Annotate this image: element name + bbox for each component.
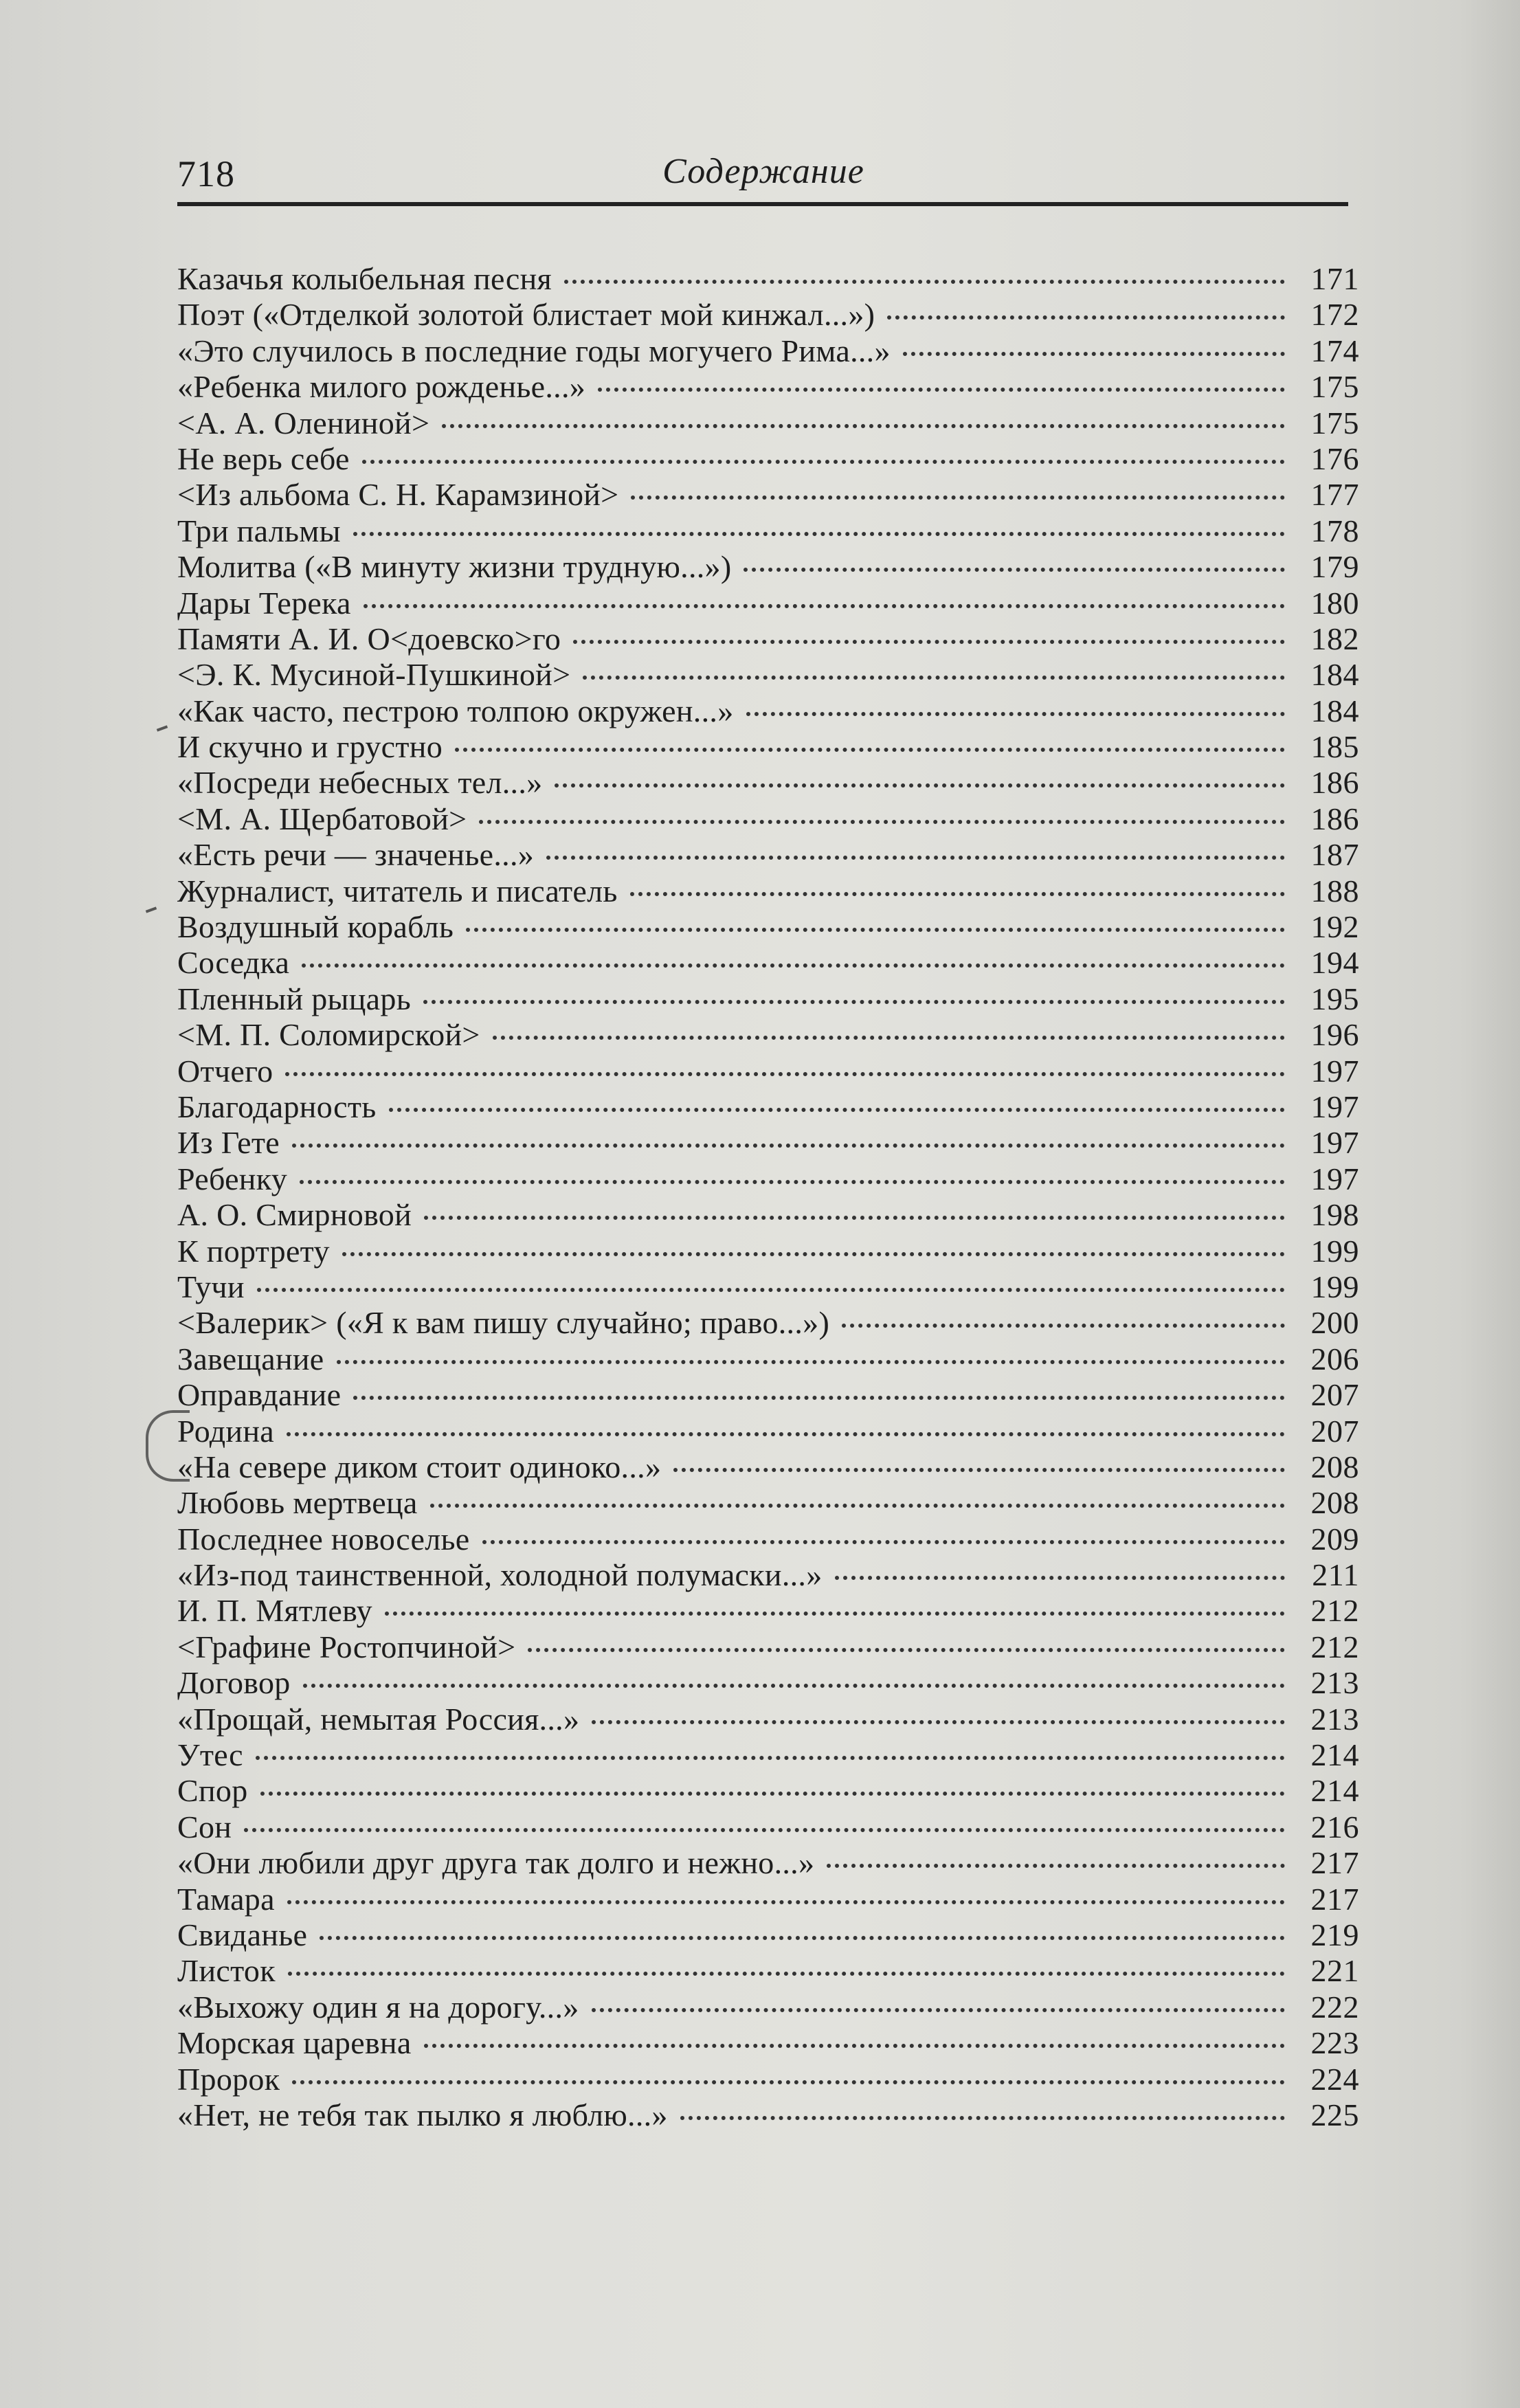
- toc-entry-title: <Графине Ростопчиной>: [177, 1629, 516, 1664]
- toc-entry-title: «Прощай, немытая Россия...»: [177, 1701, 580, 1737]
- toc-entry-title: Тучи: [177, 1269, 245, 1304]
- dot-leader: [362, 460, 1285, 464]
- dot-leader: [842, 1324, 1285, 1328]
- toc-entry: [177, 477, 1359, 513]
- toc-entry-title: Листок: [177, 1953, 276, 1989]
- dot-leader: [479, 820, 1285, 824]
- toc-entry: [177, 837, 1359, 873]
- dot-leader: [528, 1648, 1285, 1652]
- table-of-contents: [177, 261, 1359, 2133]
- toc-entry: [177, 1702, 1359, 1737]
- toc-entry: [177, 441, 1359, 477]
- toc-entry-title: Оправдание: [177, 1377, 342, 1413]
- dot-leader: [555, 783, 1285, 788]
- toc-entry: [177, 513, 1359, 549]
- page-number: 718: [177, 153, 235, 194]
- dot-leader: [287, 1432, 1285, 1436]
- dot-leader: [288, 1972, 1285, 1976]
- toc-entry-title: Молитва («В минуту жизни трудную...»): [177, 549, 732, 585]
- toc-entry-title: «На севере диком стоит одиноко...»: [177, 1449, 662, 1484]
- toc-entry: [177, 1485, 1359, 1521]
- dot-leader: [482, 1540, 1285, 1544]
- toc-entry-page: 186: [1310, 765, 1359, 801]
- toc-entry-page: 199: [1310, 1233, 1359, 1269]
- page-edge-shadow: [1458, 0, 1520, 2408]
- running-title: Содержание: [662, 152, 864, 191]
- toc-entry-page: 174: [1310, 333, 1359, 368]
- dot-leader: [835, 1576, 1285, 1580]
- toc-entry: [177, 549, 1359, 585]
- toc-entry: [177, 1845, 1359, 1881]
- toc-entry: [177, 1521, 1359, 1557]
- toc-entry: [177, 1125, 1359, 1161]
- dot-leader: [353, 532, 1285, 536]
- stray-pencil-mark: [146, 906, 157, 913]
- toc-entry-page: 182: [1310, 621, 1359, 656]
- pencil-bracket-mark: [146, 1410, 190, 1482]
- dot-leader: [887, 315, 1285, 320]
- toc-entry-title: <М. А. Щербатовой>: [177, 801, 467, 836]
- toc-entry-title: Свиданье: [177, 1917, 308, 1952]
- dot-leader: [337, 1360, 1285, 1364]
- dot-leader: [744, 568, 1285, 572]
- toc-entry-page: 224: [1310, 2061, 1359, 2097]
- page-header: [177, 148, 1350, 206]
- header-rule: [177, 202, 1348, 206]
- toc-entry-page: 184: [1310, 657, 1359, 693]
- dot-leader: [746, 712, 1285, 716]
- toc-entry-page: 213: [1310, 1665, 1359, 1701]
- toc-entry-title: Воздушный корабль: [177, 909, 454, 945]
- toc-entry-title: Казачья колыбельная песня: [177, 261, 552, 296]
- toc-entry-page: 196: [1310, 1017, 1359, 1053]
- dot-leader: [423, 1000, 1285, 1004]
- toc-entry-page: 179: [1310, 549, 1359, 585]
- toc-entry: [177, 873, 1359, 909]
- dot-leader: [257, 1288, 1285, 1292]
- toc-entry-title: <А. А. Олениной>: [177, 405, 430, 441]
- toc-entry-title: «Это случилось в последние годы могучего Рима...»: [177, 333, 891, 368]
- toc-entry: [177, 1305, 1359, 1341]
- toc-entry-title: <Валерик> («Я к вам пишу случайно; право...»): [177, 1305, 830, 1341]
- toc-entry-page: 188: [1310, 873, 1359, 908]
- toc-entry: [177, 1449, 1359, 1485]
- toc-entry-page: 200: [1310, 1305, 1359, 1341]
- toc-entry-title: Соседка: [177, 945, 290, 981]
- toc-entry-page: 175: [1310, 369, 1359, 405]
- dot-leader: [631, 495, 1285, 500]
- toc-entry: [177, 909, 1359, 945]
- toc-entry: [177, 1882, 1359, 1917]
- toc-entry-page: 176: [1310, 441, 1359, 476]
- dot-leader: [244, 1828, 1285, 1832]
- toc-entry-page: 187: [1310, 837, 1359, 873]
- toc-entry: [177, 765, 1359, 801]
- dot-leader: [592, 1720, 1285, 1724]
- toc-entry: [177, 1809, 1359, 1845]
- toc-entry: [177, 657, 1359, 693]
- toc-entry-page: 221: [1310, 1953, 1359, 1989]
- toc-entry-page: 192: [1310, 909, 1359, 945]
- dot-leader: [673, 1468, 1285, 1472]
- dot-leader: [260, 1792, 1286, 1796]
- toc-entry: [177, 1269, 1359, 1305]
- toc-entry: [177, 1197, 1359, 1233]
- toc-entry-page: 206: [1310, 1341, 1359, 1376]
- toc-entry-page: 197: [1310, 1125, 1359, 1161]
- toc-entry-title: «Как часто, пестрою толпою окружен...»: [177, 693, 734, 728]
- dot-leader: [564, 280, 1285, 284]
- dot-leader: [455, 748, 1285, 752]
- toc-entry-title: Отчего: [177, 1053, 273, 1089]
- toc-entry-page: 175: [1310, 405, 1359, 441]
- toc-entry: [177, 1629, 1359, 1665]
- toc-entry-page: 186: [1310, 801, 1359, 836]
- dot-leader: [430, 1504, 1285, 1508]
- dot-leader: [546, 856, 1285, 860]
- toc-entry: [177, 621, 1359, 657]
- toc-entry: [177, 297, 1359, 333]
- dot-leader: [320, 1936, 1285, 1940]
- dot-leader: [442, 424, 1285, 428]
- toc-entry-page: 184: [1310, 693, 1359, 728]
- dot-leader: [256, 1756, 1285, 1760]
- toc-entry: [177, 1341, 1359, 1377]
- toc-entry: [177, 1017, 1359, 1053]
- toc-entry: [177, 1917, 1359, 1953]
- toc-entry-title: Памяти А. И. О<доевско>го: [177, 621, 561, 656]
- toc-entry-page: 194: [1310, 945, 1359, 981]
- toc-entry: [177, 1089, 1359, 1125]
- toc-entry: [177, 1737, 1359, 1773]
- toc-entry-title: «Посреди небесных тел...»: [177, 765, 543, 801]
- toc-entry-title: Не верь себе: [177, 441, 350, 476]
- toc-entry: [177, 1773, 1359, 1809]
- toc-entry-title: А. О. Смирновой: [177, 1197, 412, 1233]
- toc-entry-page: 208: [1310, 1449, 1359, 1484]
- toc-entry: [177, 2062, 1359, 2097]
- toc-entry-title: Последнее новоселье: [177, 1521, 470, 1557]
- toc-entry-title: Пленный рыцарь: [177, 981, 411, 1016]
- toc-entry-title: И. П. Мятлеву: [177, 1593, 372, 1629]
- toc-entry: [177, 1557, 1359, 1593]
- toc-entry: [177, 981, 1359, 1017]
- toc-entry-title: Сон: [177, 1809, 232, 1844]
- dot-leader: [300, 1180, 1285, 1184]
- toc-entry-page: 199: [1310, 1269, 1359, 1304]
- toc-entry-page: 214: [1310, 1737, 1359, 1773]
- dot-leader: [385, 1612, 1285, 1616]
- stray-pencil-mark: [157, 725, 168, 731]
- toc-entry-page: 213: [1310, 1701, 1359, 1737]
- toc-entry-page: 198: [1310, 1197, 1359, 1233]
- toc-entry-page: 209: [1310, 1521, 1359, 1557]
- dot-leader: [827, 1864, 1285, 1868]
- toc-entry: [177, 729, 1359, 765]
- dot-leader: [424, 1216, 1285, 1220]
- toc-entry-title: «Выхожу один я на дорогу...»: [177, 1989, 579, 2025]
- dot-leader: [292, 1144, 1285, 1148]
- toc-entry-page: 180: [1310, 585, 1359, 621]
- dot-leader: [680, 2116, 1285, 2120]
- toc-entry-title: Договор: [177, 1665, 291, 1701]
- toc-entry-page: 219: [1310, 1917, 1359, 1952]
- toc-entry-title: «Они любили друг друга так долго и нежно...»: [177, 1845, 815, 1881]
- toc-entry-title: Завещание: [177, 1341, 324, 1376]
- toc-entry-title: Три пальмы: [177, 513, 341, 548]
- toc-entry-title: «Из-под таинственной, холодной полумаски...»: [177, 1557, 823, 1593]
- toc-entry: [177, 1989, 1359, 2025]
- dot-leader: [302, 963, 1285, 968]
- toc-entry-title: Любовь мертвеца: [177, 1485, 418, 1521]
- dot-leader: [287, 1900, 1285, 1904]
- toc-entry: [177, 1414, 1359, 1449]
- toc-entry-page: 217: [1310, 1845, 1359, 1881]
- toc-entry-title: Спор: [177, 1773, 248, 1809]
- dot-leader: [598, 388, 1285, 392]
- toc-entry: [177, 1953, 1359, 1989]
- toc-entry-title: <Э. К. Мусиной-Пушкиной>: [177, 657, 571, 693]
- toc-entry-title: Утес: [177, 1737, 243, 1773]
- toc-entry-title: <Из альбома С. Н. Карамзиной>: [177, 477, 619, 513]
- toc-entry-title: <М. П. Соломирской>: [177, 1017, 480, 1053]
- dot-leader: [583, 676, 1285, 680]
- toc-entry-page: 217: [1310, 1881, 1359, 1917]
- toc-entry-title: Ребенку: [177, 1161, 288, 1196]
- toc-entry: [177, 1161, 1359, 1197]
- toc-entry-title: Морская царевна: [177, 2025, 412, 2061]
- toc-entry-page: 225: [1310, 2097, 1359, 2132]
- toc-entry-title: Из Гете: [177, 1125, 280, 1161]
- dot-leader: [630, 892, 1285, 896]
- toc-entry-title: «Есть речи — значенье...»: [177, 837, 535, 873]
- toc-entry-page: 211: [1312, 1557, 1359, 1593]
- toc-entry-title: Тамара: [177, 1881, 275, 1917]
- toc-entry-title: Пророк: [177, 2061, 280, 2097]
- toc-entry-page: 197: [1310, 1053, 1359, 1089]
- dot-leader: [466, 928, 1285, 932]
- toc-entry: [177, 369, 1359, 405]
- dot-leader: [903, 352, 1285, 356]
- dot-leader: [342, 1252, 1285, 1256]
- toc-entry-title: И скучно и грустно: [177, 729, 443, 765]
- toc-entry-page: 178: [1310, 513, 1359, 548]
- toc-entry-page: 223: [1310, 2025, 1359, 2061]
- toc-entry-title: «Ребенка милого рожденье...»: [177, 369, 586, 405]
- toc-entry: [177, 261, 1359, 297]
- toc-entry: [177, 945, 1359, 981]
- toc-entry: [177, 405, 1359, 441]
- toc-entry: [177, 586, 1359, 621]
- dot-leader: [592, 2008, 1285, 2012]
- dot-leader: [285, 1072, 1285, 1076]
- toc-entry-page: 172: [1310, 297, 1359, 333]
- dot-leader: [424, 2044, 1285, 2048]
- toc-entry: [177, 1377, 1359, 1413]
- toc-entry-page: 212: [1310, 1593, 1359, 1629]
- toc-entry-page: 207: [1310, 1377, 1359, 1413]
- toc-entry-page: 216: [1310, 1809, 1359, 1844]
- toc-entry: [177, 1593, 1359, 1629]
- dot-leader: [303, 1684, 1285, 1688]
- toc-entry-page: 207: [1310, 1413, 1359, 1449]
- toc-entry: [177, 1665, 1359, 1701]
- toc-entry-page: 214: [1310, 1773, 1359, 1809]
- toc-entry-page: 185: [1310, 729, 1359, 765]
- toc-entry-title: Благодарность: [177, 1089, 377, 1124]
- dot-leader: [389, 1108, 1285, 1112]
- dot-leader: [573, 640, 1285, 644]
- dot-leader: [364, 604, 1285, 608]
- toc-entry: [177, 333, 1359, 369]
- toc-entry-title: Журналист, читатель и писатель: [177, 873, 618, 908]
- toc-entry-page: 197: [1310, 1089, 1359, 1124]
- toc-entry: [177, 2025, 1359, 2061]
- toc-entry-title: Дары Терека: [177, 585, 351, 621]
- toc-entry: [177, 2097, 1359, 2133]
- toc-entry-page: 171: [1310, 261, 1359, 296]
- toc-entry-title: «Нет, не тебя так пылко я люблю...»: [177, 2097, 668, 2132]
- toc-entry-page: 195: [1310, 981, 1359, 1016]
- toc-entry: [177, 801, 1359, 837]
- toc-entry: [177, 1054, 1359, 1089]
- dot-leader: [353, 1396, 1285, 1400]
- toc-entry-page: 212: [1310, 1629, 1359, 1664]
- toc-entry-title: Поэт («Отделкой золотой блистает мой кинжал...»): [177, 297, 875, 333]
- toc-entry-page: 197: [1310, 1161, 1359, 1196]
- dot-leader: [292, 2080, 1285, 2084]
- toc-entry-page: 208: [1310, 1485, 1359, 1521]
- toc-entry-title: К портрету: [177, 1233, 330, 1269]
- toc-entry-page: 177: [1310, 477, 1359, 513]
- toc-entry: [177, 1234, 1359, 1269]
- dot-leader: [493, 1036, 1285, 1040]
- toc-entry-title: Родина: [177, 1413, 274, 1449]
- toc-entry-page: 222: [1310, 1989, 1359, 2025]
- toc-entry: [177, 693, 1359, 729]
